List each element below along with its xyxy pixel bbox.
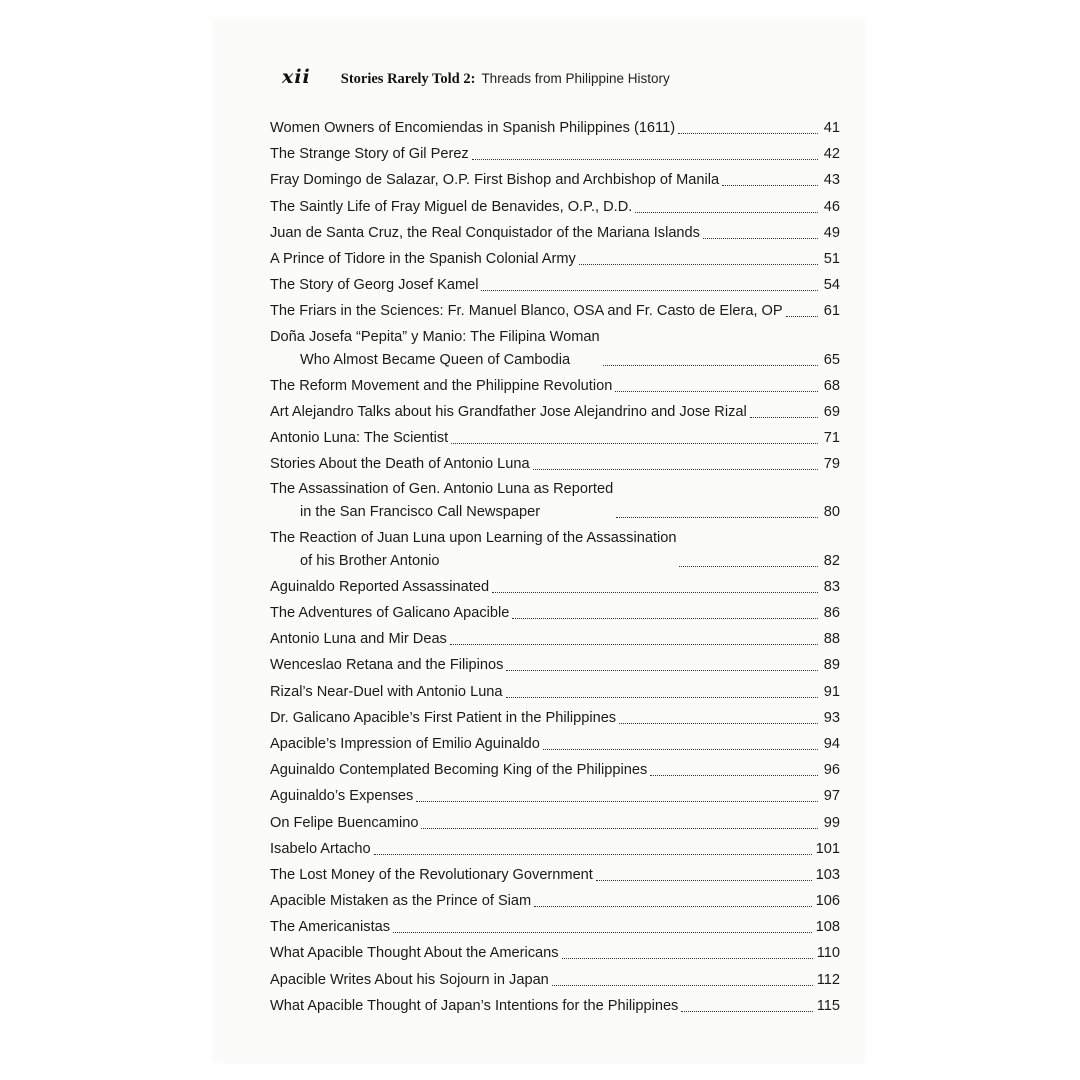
dot-leader (481, 289, 818, 291)
toc-title-line: Apacible Mistaken as the Prince of Siam (270, 893, 532, 910)
toc-title-line: Women Owners of Encomiendas in Spanish Philippines (1611) (270, 120, 676, 136)
toc-entry (270, 168, 840, 192)
toc-page-number: 94 (823, 735, 840, 752)
toc-title-line: What Apacible Thought of Japan’s Intentions for the Philippines (270, 997, 679, 1014)
dot-leader (533, 468, 818, 470)
toc-page-number: 61 (823, 303, 840, 320)
toc-entry-title (270, 732, 822, 756)
toc-page-number: 101 (815, 840, 840, 857)
toc-page-number: 46 (823, 198, 840, 215)
toc-entry (270, 527, 840, 573)
toc-title-line: The Strange Story of Gil Perez (270, 146, 469, 163)
dot-leader (562, 957, 813, 959)
toc-entry (270, 374, 840, 398)
toc-page-number: 43 (823, 172, 840, 189)
dot-leader (451, 442, 818, 444)
toc-page-number: 110 (816, 945, 840, 962)
toc-page-number: 108 (815, 919, 840, 936)
dot-leader (603, 364, 818, 366)
toc-entry (270, 426, 840, 450)
toc-page-number: 97 (823, 788, 840, 805)
toc-page-number: 68 (823, 377, 840, 394)
toc-entry-title (270, 968, 817, 992)
dot-leader (635, 211, 818, 213)
toc-title-line: The Lost Money of the Revolutionary Government (270, 866, 593, 883)
toc-entry (270, 627, 840, 651)
running-header (282, 66, 670, 94)
toc-entry (270, 478, 840, 524)
toc-title-line: Isabelo Artacho (270, 840, 371, 857)
dot-leader (512, 617, 818, 619)
toc-entry-title (270, 326, 822, 372)
toc-entry (270, 221, 840, 245)
dot-leader (678, 132, 818, 134)
toc-entry (270, 575, 840, 599)
toc-title-line: The Americanistas (270, 919, 391, 936)
toc-title-line: Apacible’s Impression of Emilio Aguinaldo (270, 735, 540, 752)
toc-entry (270, 784, 840, 808)
toc-title-line: The Story of Georg Josef Kamel (270, 277, 479, 294)
toc-entry-title (270, 426, 822, 450)
toc-entry-title (270, 601, 822, 625)
toc-page-number: 103 (815, 866, 840, 883)
dot-leader (703, 237, 818, 239)
toc-entry-title (270, 994, 817, 1018)
toc-entry-title (270, 627, 822, 651)
toc-entry-title (270, 247, 822, 271)
toc-page-number: 91 (823, 683, 840, 700)
dot-leader (722, 184, 818, 186)
toc-page-number: 99 (823, 814, 840, 831)
toc-page-number: 79 (823, 456, 840, 473)
toc-title-line: Aguinaldo’s Expenses (270, 788, 414, 805)
toc-title-line: Rizal’s Near-Duel with Antonio Luna (270, 683, 503, 700)
toc-entry (270, 811, 840, 835)
toc-title-line: Juan de Santa Cruz, the Real Conquistador of the Mariana Islands (270, 224, 700, 241)
toc-entry-title (270, 837, 816, 861)
toc-page-number: 71 (823, 430, 840, 447)
toc-entry (270, 400, 840, 424)
dot-leader (619, 722, 818, 724)
toc-title-line: On Felipe Buencamino (270, 814, 419, 831)
toc-entry (270, 706, 840, 730)
toc-entry-title (270, 168, 822, 192)
toc-title-line: Art Alejandro Talks about his Grandfather Jose Alejandrino and Jose Rizal (270, 403, 747, 420)
toc-title-continuation: of his Brother Antonio (300, 552, 440, 569)
toc-entry (270, 116, 840, 140)
toc-entry (270, 653, 840, 677)
toc-page-number: 42 (823, 146, 840, 163)
toc-entry-title (270, 527, 822, 573)
toc-title-continuation: in the San Francisco Call Newspaper (300, 504, 541, 521)
toc-title-line: Wenceslao Retana and the Filipinos (270, 657, 504, 674)
dot-leader (506, 696, 818, 698)
dot-leader (543, 748, 818, 750)
dot-leader (786, 315, 818, 317)
toc-entry (270, 994, 840, 1018)
toc-entry (270, 968, 840, 992)
toc-page-number: 41 (823, 120, 840, 136)
toc-title-line: Antonio Luna: The Scientist (270, 430, 449, 447)
toc-title-line: Doña Josefa “Pepita” y Manio: The Filipina Woman (270, 328, 600, 345)
toc-title-line: Stories About the Death of Antonio Luna (270, 456, 530, 473)
toc-title-line: The Adventures of Galicano Apacible (270, 605, 510, 621)
dot-leader (421, 827, 818, 829)
toc-entry (270, 142, 840, 166)
toc-page-number: 89 (823, 657, 840, 674)
book-subtitle: Threads from Philippine History (481, 71, 670, 86)
toc-entry (270, 247, 840, 271)
dot-leader (393, 931, 812, 933)
toc-page-number: 83 (823, 578, 840, 595)
toc-page-number: 115 (816, 997, 840, 1014)
dot-leader (616, 516, 818, 518)
toc-entry-title (270, 758, 822, 782)
dot-leader (374, 853, 812, 855)
toc-entry (270, 837, 840, 861)
toc-title-line: The Reform Movement and the Philippine Revolution (270, 377, 613, 394)
toc-page-number: 54 (823, 277, 840, 294)
dot-leader (506, 669, 818, 671)
toc-entry-title (270, 142, 822, 166)
toc-entry-title (270, 374, 822, 398)
toc-title-line: Fray Domingo de Salazar, O.P. First Bishop and Archbishop of Manila (270, 172, 720, 189)
dot-leader (492, 591, 818, 593)
toc-page-number: 96 (823, 762, 840, 779)
toc-title-line: Antonio Luna and Mir Deas (270, 631, 447, 648)
toc-entry (270, 732, 840, 756)
toc-page-number: 51 (823, 250, 840, 267)
toc-title-line: The Assassination of Gen. Antonio Luna as Reported (270, 481, 614, 498)
toc-entry-title (270, 680, 822, 704)
toc-page-number: 65 (823, 351, 840, 368)
toc-entry (270, 680, 840, 704)
toc-entry (270, 601, 840, 625)
toc-entry (270, 941, 840, 965)
dot-leader (615, 390, 818, 392)
toc-entry (270, 195, 840, 219)
dot-leader (552, 984, 813, 986)
toc-entry-title (270, 784, 822, 808)
toc-page-number: 88 (823, 631, 840, 648)
toc-entry (270, 452, 840, 476)
toc-page-number: 69 (823, 403, 840, 420)
toc-entry (270, 863, 840, 887)
toc-entry-title (270, 653, 822, 677)
toc-entry-title (270, 915, 816, 939)
toc-title-continuation: Who Almost Became Queen of Cambodia (300, 351, 571, 368)
toc-entry-title (270, 221, 822, 245)
toc-page-number: 112 (816, 971, 840, 988)
toc-title-line: Aguinaldo Reported Assassinated (270, 578, 490, 595)
toc-title-line: Aguinaldo Contemplated Becoming King of the Philippines (270, 762, 648, 779)
toc-entry (270, 758, 840, 782)
toc-title-line: The Reaction of Juan Luna upon Learning of the Assassination (270, 529, 677, 546)
toc-title-line: The Saintly Life of Fray Miguel de Benavides, O.P., D.D. (270, 198, 633, 215)
toc-page-number: 106 (815, 893, 840, 910)
toc-entry-title (270, 273, 822, 297)
toc-entry-title (270, 941, 817, 965)
toc-title-line: A Prince of Tidore in the Spanish Colonial Army (270, 250, 576, 267)
dot-leader (416, 800, 818, 802)
toc-page-number: 93 (823, 709, 840, 726)
dot-leader (650, 774, 818, 776)
toc-title-line: Apacible Writes About his Sojourn in Japan (270, 971, 549, 988)
toc-entry (270, 889, 840, 913)
toc-entry-title (270, 400, 822, 424)
toc-page-number: 80 (823, 504, 840, 521)
dot-leader (750, 416, 818, 418)
toc-entry (270, 299, 840, 323)
dot-leader (450, 643, 818, 645)
table-of-contents (270, 116, 840, 1020)
toc-entry-title (270, 811, 822, 835)
dot-leader (579, 263, 818, 265)
toc-entry-title (270, 452, 822, 476)
toc-entry-title (270, 195, 822, 219)
toc-entry (270, 915, 840, 939)
toc-title-line: The Friars in the Sciences: Fr. Manuel Blanco, OSA and Fr. Casto de Elera, OP (270, 303, 783, 320)
toc-entry-title (270, 889, 816, 913)
dot-leader (681, 1010, 812, 1012)
dot-leader (472, 158, 818, 160)
toc-page-number: 49 (823, 224, 840, 241)
toc-entry-title (270, 478, 822, 524)
dot-leader (679, 565, 818, 567)
toc-entry (270, 326, 840, 372)
page-number: xii (282, 66, 311, 88)
toc-entry-title (270, 575, 822, 599)
toc-entry-title (270, 863, 816, 887)
toc-title-line: What Apacible Thought About the Americans (270, 945, 559, 962)
toc-page-number: 82 (823, 552, 840, 569)
toc-entry-title (270, 116, 822, 140)
dot-leader (534, 905, 811, 907)
toc-entry (270, 273, 840, 297)
dot-leader (596, 879, 812, 881)
book-title: Stories Rarely Told 2: (340, 71, 476, 87)
toc-page-number: 86 (823, 605, 840, 621)
toc-entry-title (270, 299, 822, 323)
toc-title-line: Dr. Galicano Apacible’s First Patient in the Philippines (270, 709, 617, 726)
toc-entry-title (270, 706, 822, 730)
